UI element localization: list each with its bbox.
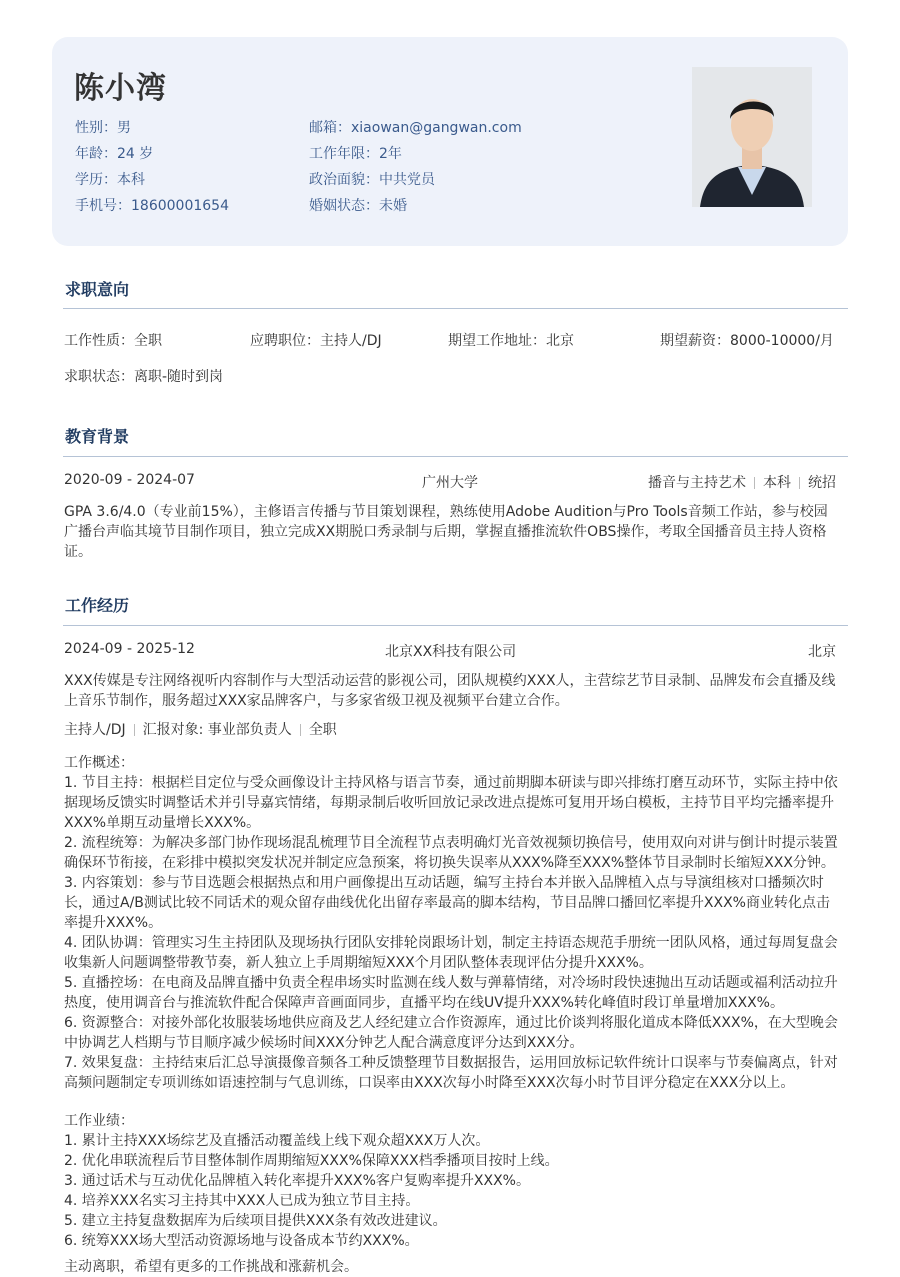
- political-label: 政治面貌：: [309, 172, 379, 188]
- info-row: [75, 195, 595, 221]
- job-location: [448, 330, 574, 350]
- separator: [754, 477, 755, 489]
- job-salary: [660, 330, 834, 350]
- candidate-name: 陈小湾: [74, 71, 167, 106]
- company-description: XXX传媒是专注网络视听内容制作与大型活动运营的影视公司，团队规模约XXX人，主营综艺节目录制、品牌发布会直播及线上音乐节制作，服务超过XXX家品牌客户，与多家省级卫视及视频平台建立合作。: [64, 673, 836, 709]
- achievement-item: 6. 统筹XXX场大型活动资源场地与设备成本节约XXX%。: [64, 1233, 419, 1249]
- job-position-value: 主持人/DJ: [320, 333, 382, 349]
- work-years-label: 工作年限：: [309, 146, 379, 162]
- achievements-title: 工作业绩：: [64, 1113, 134, 1129]
- job-location-label: 期望工作地址：: [448, 333, 546, 349]
- work-period: 2024-09 - 2025-12: [64, 641, 195, 657]
- personal-info: [75, 117, 595, 221]
- job-nature-value: 全职: [134, 333, 162, 349]
- section-title-education: 教育背景: [65, 427, 130, 446]
- achievement-item: 5. 建立主持复盘数据库为后续项目提供XXX条有效改进建议。: [64, 1213, 447, 1229]
- profile-card: [52, 37, 848, 246]
- job-position: [250, 330, 382, 350]
- email-value: xiaowan@gangwan.com: [351, 120, 522, 136]
- work-role: 主持人/DJ: [64, 722, 126, 738]
- overview-item: 4. 团队协调：管理实习生主持团队及现场执行团队安排轮岗跟场计划，制定主持语态规范手册统一团队风格，通过每周复盘会收集新人问题调整带教节奏，新人独立上手周期缩短XXX个月团队整体表现评估分提升XXX%。: [64, 935, 838, 971]
- gender-label: 性别：: [75, 120, 117, 136]
- person-photo-icon: [692, 67, 812, 207]
- work-company: 北京XX科技有限公司: [385, 644, 517, 660]
- job-status-value: 离职-随时到岗: [134, 369, 224, 385]
- achievement-item: 2. 优化串联流程后节目整体制作周期缩短XXX%保障XXX档季播项目按时上线。: [64, 1153, 559, 1169]
- job-location-value: 北京: [546, 333, 574, 349]
- achievement-item: 1. 累计主持XXX场综艺及直播活动覆盖线上线下观众超XXX万人次。: [64, 1133, 490, 1149]
- gender-value: 男: [117, 120, 131, 136]
- job-position-label: 应聘职位：: [250, 333, 320, 349]
- separator: [799, 477, 800, 489]
- job-nature-label: 工作性质：: [64, 333, 134, 349]
- info-row: [75, 117, 595, 143]
- achievement-item: 3. 通过话术与互动优化品牌植入转化率提升XXX%客户复购率提升XXX%。: [64, 1173, 530, 1189]
- section-divider: [63, 308, 848, 309]
- education-meta: [648, 472, 836, 492]
- work-overview: [64, 753, 839, 1093]
- education-major: 播音与主持艺术: [648, 475, 746, 491]
- achievement-item: 4. 培养XXX名实习主持其中XXX人已成为独立节目主持。: [64, 1193, 420, 1209]
- job-nature: [64, 330, 162, 350]
- section-title-intent: 求职意向: [65, 280, 130, 299]
- overview-item: 2. 流程统筹：为解决多部门协作现场混乱梳理节目全流程节点表明确灯光音效视频切换信号，使用双向对讲与倒计时提示装置确保环节衔接，在彩排中模拟突发状况并制定应急预案，将切换失误率从XXX%降至XXX%整体节目录制时长缩短XXX分钟。: [64, 835, 838, 871]
- overview-item: 5. 直播控场：在电商及品牌直播中负责全程串场实时监测在线人数与弹幕情绪，对冷场时段快速抛出互动话题或福利活动拉升热度，使用调音台与推流软件配合保障声音画面同步，直播平均在线UV提升XXX%转化峰值时段订单量增加XXX%。: [64, 975, 838, 1011]
- overview-item: 6. 资源整合：对接外部化妆服装场地供应商及艺人经纪建立合作资源库，通过比价谈判将服化道成本降低XXX%，在大型晚会中协调艺人档期与节目顺序减少候场时间XXX分钟艺人配合满意度评分达到XXX分。: [64, 1015, 838, 1051]
- education-degree: 本科: [763, 475, 791, 491]
- overview-item: 3. 内容策划：参与节目选题会根据热点和用户画像提出互动话题，编写主持台本并嵌入品牌植入点与导演组核对口播频次时长，通过A/B测试比较不同话术的观众留存曲线优化出留存率最高的脚本结构，节目品牌口播回忆率提升XXX%商业转化点击率提升XXX%。: [64, 875, 830, 931]
- political-value: 中共党员: [379, 172, 435, 188]
- email-label: 邮箱：: [309, 120, 351, 136]
- education-period: 2020-09 - 2024-07: [64, 472, 195, 488]
- education-type: 统招: [808, 475, 836, 491]
- overview-title: 工作概述：: [64, 755, 134, 771]
- marital-label: 婚姻状态：: [309, 198, 379, 214]
- info-row: [75, 169, 595, 195]
- info-row: [75, 143, 595, 169]
- phone-value: 18600001654: [131, 198, 229, 214]
- work-achievements: [64, 1111, 839, 1251]
- work-report: 汇报对象: 事业部负责人: [142, 722, 292, 738]
- separator: [134, 724, 135, 736]
- work-years-value: 2年: [379, 146, 402, 162]
- age-label: 年龄：: [75, 146, 117, 162]
- work-job-type: 全职: [308, 722, 337, 738]
- avatar: [692, 67, 812, 207]
- marital-value: 未婚: [379, 198, 407, 214]
- separator: [300, 724, 301, 736]
- job-salary-value: 8000-10000/月: [730, 333, 834, 349]
- job-status: [64, 366, 223, 386]
- section-divider: [63, 456, 848, 457]
- phone-label: 手机号：: [75, 198, 131, 214]
- education-value: 本科: [117, 172, 145, 188]
- education-description: GPA 3.6/4.0（专业前15%），主修语言传播与节目策划课程，熟练使用Adobe Audition与Pro Tools音频工作站，参与校园广播台声临其境节目制作项目，独立完成XX期脱口秀录制与后期，掌握直播推流软件OBS操作，考取全国播音员主持人资格证。: [64, 504, 828, 560]
- education-label: 学历：: [75, 172, 117, 188]
- education-school: 广州大学: [422, 475, 478, 491]
- leave-reason: 主动离职，希望有更多的工作挑战和涨薪机会。: [64, 1259, 358, 1275]
- job-status-label: 求职状态：: [64, 369, 134, 385]
- overview-item: 1. 节目主持：根据栏目定位与受众画像设计主持风格与语言节奏，通过前期脚本研读与即兴排练打磨互动环节，实际主持中依据现场反馈实时调整话术并引导嘉宾情绪，每期录制后收听回放记录改进点提炼可复用开场白模板，主持节目平均完播率提升XXX%单期互动量增长XXX%。: [64, 775, 838, 831]
- section-title-work: 工作经历: [65, 596, 130, 615]
- work-role-meta: [64, 719, 337, 739]
- overview-item: 7. 效果复盘：主持结束后汇总导演摄像音频各工种反馈整理节目数据报告，运用回放标记软件统计口误率与节奏偏离点，针对高频问题制定专项训练如语速控制与气息训练，口误率由XXX次每小时降至XXX次每小时节目评分稳定在XXX分以上。: [64, 1055, 838, 1091]
- job-salary-label: 期望薪资：: [660, 333, 730, 349]
- work-city: 北京: [808, 644, 836, 660]
- age-value: 24 岁: [117, 146, 154, 162]
- section-divider: [63, 625, 848, 626]
